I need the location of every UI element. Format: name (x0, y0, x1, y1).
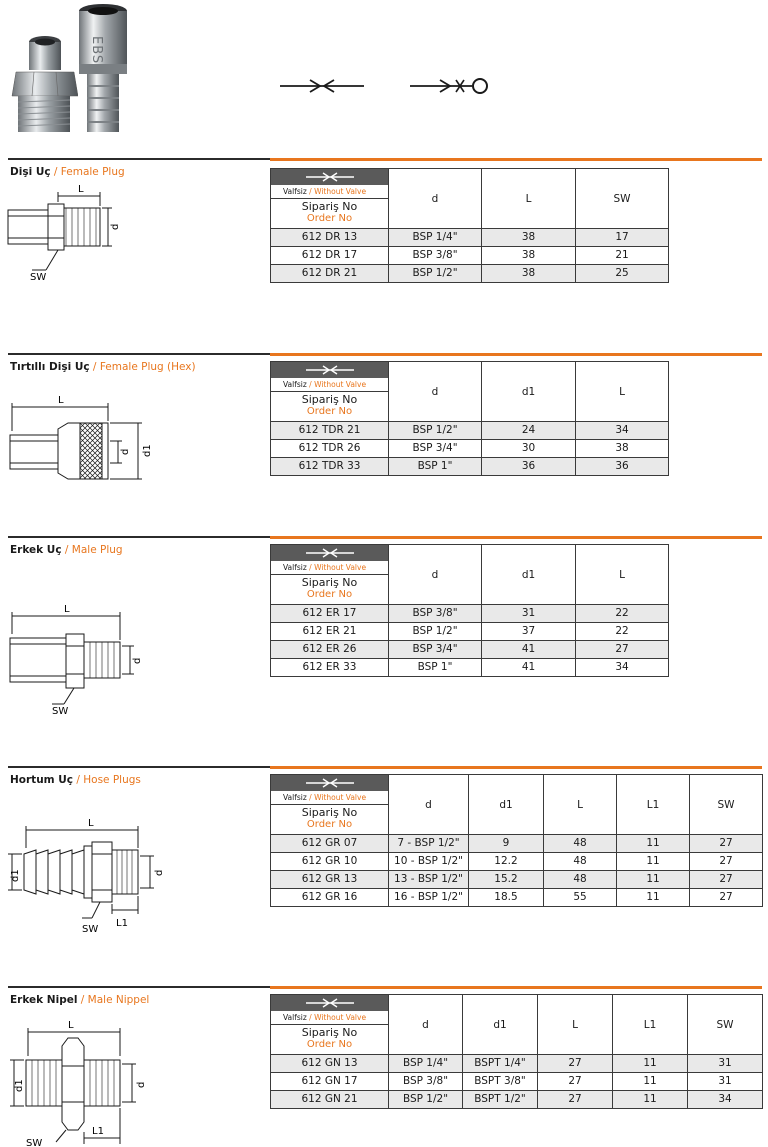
dim-d: d (136, 1081, 147, 1088)
valve-symbol (271, 545, 388, 561)
cell: 11 (617, 853, 690, 871)
section-accent-rule (270, 158, 762, 161)
cell: BSPT 3/8" (463, 1073, 538, 1091)
cell: BSPT 1/4" (463, 1055, 538, 1073)
coupling-symbol-icon (306, 172, 354, 182)
col-header: SW (576, 169, 669, 229)
cell: 12.2 (469, 853, 544, 871)
cell-order: 612 GR 10 (271, 853, 389, 871)
cell: 55 (544, 889, 617, 907)
dim-d: d (154, 869, 165, 876)
cell: 27 (690, 835, 763, 853)
dim-d: d (120, 448, 131, 455)
cell: 25 (576, 265, 669, 283)
cell-order: 612 GN 13 (271, 1055, 389, 1073)
order-header (271, 169, 389, 229)
cell-order: 612 ER 21 (271, 623, 389, 641)
section-title: Tırtıllı Dişi Uç / Female Plug (Hex) (10, 361, 196, 373)
stamp-label: EBS (89, 36, 104, 65)
cell: 38 (482, 229, 576, 247)
order-header (271, 775, 389, 835)
cell-order: 612 TDR 33 (271, 458, 389, 476)
cell: 36 (482, 458, 576, 476)
cell: BSP 3/4" (389, 641, 482, 659)
order-label: Sipariş No Order No (301, 1026, 358, 1050)
section-female-plug-hex (0, 353, 768, 533)
section-accent-rule (270, 536, 762, 539)
col-header: d (389, 995, 463, 1055)
table-row (271, 889, 763, 907)
order-header (271, 362, 389, 422)
col-header: d1 (482, 362, 576, 422)
dim-L: L (64, 604, 70, 615)
order-label: Sipariş No Order No (301, 576, 358, 600)
col-header: L (482, 169, 576, 229)
cell: BSP 1/4" (389, 1055, 463, 1073)
cell-order: 612 TDR 21 (271, 422, 389, 440)
valve-label: Valfsiz / Without Valve (271, 378, 388, 392)
cell: 48 (544, 835, 617, 853)
cell-order: 612 ER 17 (271, 605, 389, 623)
dim-L: L (68, 1020, 74, 1031)
cell: 27 (538, 1073, 613, 1091)
cell: 11 (617, 889, 690, 907)
section-accent-rule (270, 766, 762, 769)
cell-order: 612 DR 17 (271, 247, 389, 265)
col-header: d1 (469, 775, 544, 835)
section-accent-rule (270, 353, 762, 356)
coupling-symbol-icon (306, 778, 354, 788)
coupling-symbol-icon (306, 365, 354, 375)
dim-SW: SW (82, 924, 99, 935)
spec-table-male-nippel (270, 994, 763, 1109)
cell-order: 612 TDR 26 (271, 440, 389, 458)
col-header: d1 (463, 995, 538, 1055)
cell: 48 (544, 853, 617, 871)
table-row (271, 1091, 763, 1109)
dim-L1: L1 (116, 918, 128, 929)
cell: 11 (617, 835, 690, 853)
coupling-symbol-open-icon (280, 78, 364, 94)
dim-d1: d1 (10, 869, 21, 882)
table-row (271, 605, 669, 623)
male-plug-drawing (0, 556, 160, 716)
cell: 27 (538, 1055, 613, 1073)
cell-order: 612 GR 13 (271, 871, 389, 889)
cell: BSPT 1/2" (463, 1091, 538, 1109)
dim-SW: SW (52, 706, 69, 716)
dim-SW: SW (30, 272, 47, 283)
cell: 34 (576, 659, 669, 677)
section-rule (8, 986, 270, 988)
female-plug-hex-drawing (0, 373, 160, 503)
cell: BSP 1/4" (389, 229, 482, 247)
cell: 11 (613, 1055, 688, 1073)
section-title: Erkek Uç / Male Plug (10, 544, 123, 556)
hero-area (0, 0, 768, 150)
col-header: L1 (613, 995, 688, 1055)
dim-SW: SW (26, 1138, 43, 1146)
female-coupling-photo (76, 2, 130, 134)
cell: 31 (688, 1055, 763, 1073)
table-row (271, 440, 669, 458)
male-nippel-drawing (0, 1006, 150, 1146)
male-plug-photo (8, 30, 78, 135)
valve-symbol (271, 995, 388, 1011)
spec-table-female-plug (270, 168, 669, 283)
dim-d1: d1 (142, 444, 153, 457)
cell: BSP 3/8" (389, 1073, 463, 1091)
table-row (271, 247, 669, 265)
cell: 16 - BSP 1/2" (389, 889, 469, 907)
cell: 21 (576, 247, 669, 265)
spec-table-hose-plugs (270, 774, 763, 907)
section-female-plug (0, 158, 768, 348)
col-header: L (544, 775, 617, 835)
section-rule (8, 353, 270, 355)
cell: 27 (690, 853, 763, 871)
table-row (271, 641, 669, 659)
cell-order: 612 ER 33 (271, 659, 389, 677)
cell: 38 (482, 247, 576, 265)
cell: 27 (690, 889, 763, 907)
cell: 17 (576, 229, 669, 247)
cell-order: 612 DR 21 (271, 265, 389, 283)
valve-symbol (271, 362, 388, 378)
section-rule (8, 536, 270, 538)
cell: 30 (482, 440, 576, 458)
cell-order: 612 GR 07 (271, 835, 389, 853)
section-hose-plugs (0, 766, 768, 976)
spec-table-male-plug (270, 544, 669, 677)
table-row (271, 623, 669, 641)
dim-L: L (58, 395, 64, 406)
table-row (271, 835, 763, 853)
cell: 48 (544, 871, 617, 889)
cell: 11 (613, 1073, 688, 1091)
cell: 13 - BSP 1/2" (389, 871, 469, 889)
cell: 38 (576, 440, 669, 458)
hose-plug-drawing (0, 786, 170, 936)
cell: BSP 1/2" (389, 265, 482, 283)
cell: 36 (576, 458, 669, 476)
coupling-symbol-icon (306, 548, 354, 558)
cell: 9 (469, 835, 544, 853)
cell: 31 (688, 1073, 763, 1091)
dim-d1: d1 (14, 1079, 25, 1092)
dim-d: d (132, 657, 143, 664)
order-header (271, 995, 389, 1055)
section-accent-rule (270, 986, 762, 989)
cell: BSP 1/2" (389, 422, 482, 440)
table-row (271, 853, 763, 871)
section-male-nippel (0, 986, 768, 1146)
cell: 22 (576, 605, 669, 623)
col-header: L (576, 362, 669, 422)
order-label: Sipariş No Order No (301, 200, 358, 224)
cell-order: 612 DR 13 (271, 229, 389, 247)
col-header: d (389, 775, 469, 835)
coupling-symbol-icon (306, 998, 354, 1008)
cell: BSP 1" (389, 659, 482, 677)
col-header: L (576, 545, 669, 605)
cell: 41 (482, 659, 576, 677)
cell-order: 612 ER 26 (271, 641, 389, 659)
table-row (271, 1055, 763, 1073)
table-row (271, 265, 669, 283)
order-label: Sipariş No Order No (301, 806, 358, 830)
cell: BSP 3/4" (389, 440, 482, 458)
col-header: d (389, 362, 482, 422)
table-row (271, 659, 669, 677)
cell: BSP 1/2" (389, 623, 482, 641)
section-rule (8, 766, 270, 768)
table-row (271, 458, 669, 476)
dim-L1: L1 (92, 1126, 104, 1137)
section-male-plug (0, 536, 768, 756)
valve-symbol (271, 775, 388, 791)
dim-L: L (88, 818, 94, 829)
cell: 11 (613, 1091, 688, 1109)
col-header: SW (690, 775, 763, 835)
cell: 37 (482, 623, 576, 641)
valve-label: Valfsiz / Without Valve (271, 561, 388, 575)
cell: 10 - BSP 1/2" (389, 853, 469, 871)
col-header: L1 (617, 775, 690, 835)
female-plug-drawing (0, 178, 140, 288)
valve-symbol (271, 169, 388, 185)
cell: 22 (576, 623, 669, 641)
cell: 31 (482, 605, 576, 623)
cell: 41 (482, 641, 576, 659)
section-title: Erkek Nipel / Male Nippel (10, 994, 150, 1006)
col-header: SW (688, 995, 763, 1055)
cell: 7 - BSP 1/2" (389, 835, 469, 853)
dim-d: d (110, 223, 121, 230)
table-row (271, 1073, 763, 1091)
section-title: Hortum Uç / Hose Plugs (10, 774, 141, 786)
section-rule (8, 158, 270, 160)
section-title: Dişi Uç / Female Plug (10, 166, 125, 178)
cell: 27 (690, 871, 763, 889)
order-header (271, 545, 389, 605)
cell: BSP 3/8" (389, 605, 482, 623)
cell: 27 (538, 1091, 613, 1109)
valve-label: Valfsiz / Without Valve (271, 791, 388, 805)
cell: BSP 1/2" (389, 1091, 463, 1109)
cell: 15.2 (469, 871, 544, 889)
cell: 11 (617, 871, 690, 889)
cell-order: 612 GN 21 (271, 1091, 389, 1109)
cell: BSP 1" (389, 458, 482, 476)
coupling-symbol-plug-icon (410, 76, 494, 96)
col-header: L (538, 995, 613, 1055)
table-row (271, 871, 763, 889)
valve-label: Valfsiz / Without Valve (271, 1011, 388, 1025)
valve-label: Valfsiz / Without Valve (271, 185, 388, 199)
cell: 18.5 (469, 889, 544, 907)
col-header: d (389, 169, 482, 229)
cell: 24 (482, 422, 576, 440)
spec-table-female-plug-hex (270, 361, 669, 476)
cell-order: 612 GR 16 (271, 889, 389, 907)
table-row (271, 229, 669, 247)
cell: 27 (576, 641, 669, 659)
table-row (271, 422, 669, 440)
col-header: d1 (482, 545, 576, 605)
cell: 38 (482, 265, 576, 283)
dim-L: L (78, 184, 84, 195)
cell: 34 (576, 422, 669, 440)
cell: 34 (688, 1091, 763, 1109)
cell: BSP 3/8" (389, 247, 482, 265)
col-header: d (389, 545, 482, 605)
order-label: Sipariş No Order No (301, 393, 358, 417)
cell-order: 612 GN 17 (271, 1073, 389, 1091)
